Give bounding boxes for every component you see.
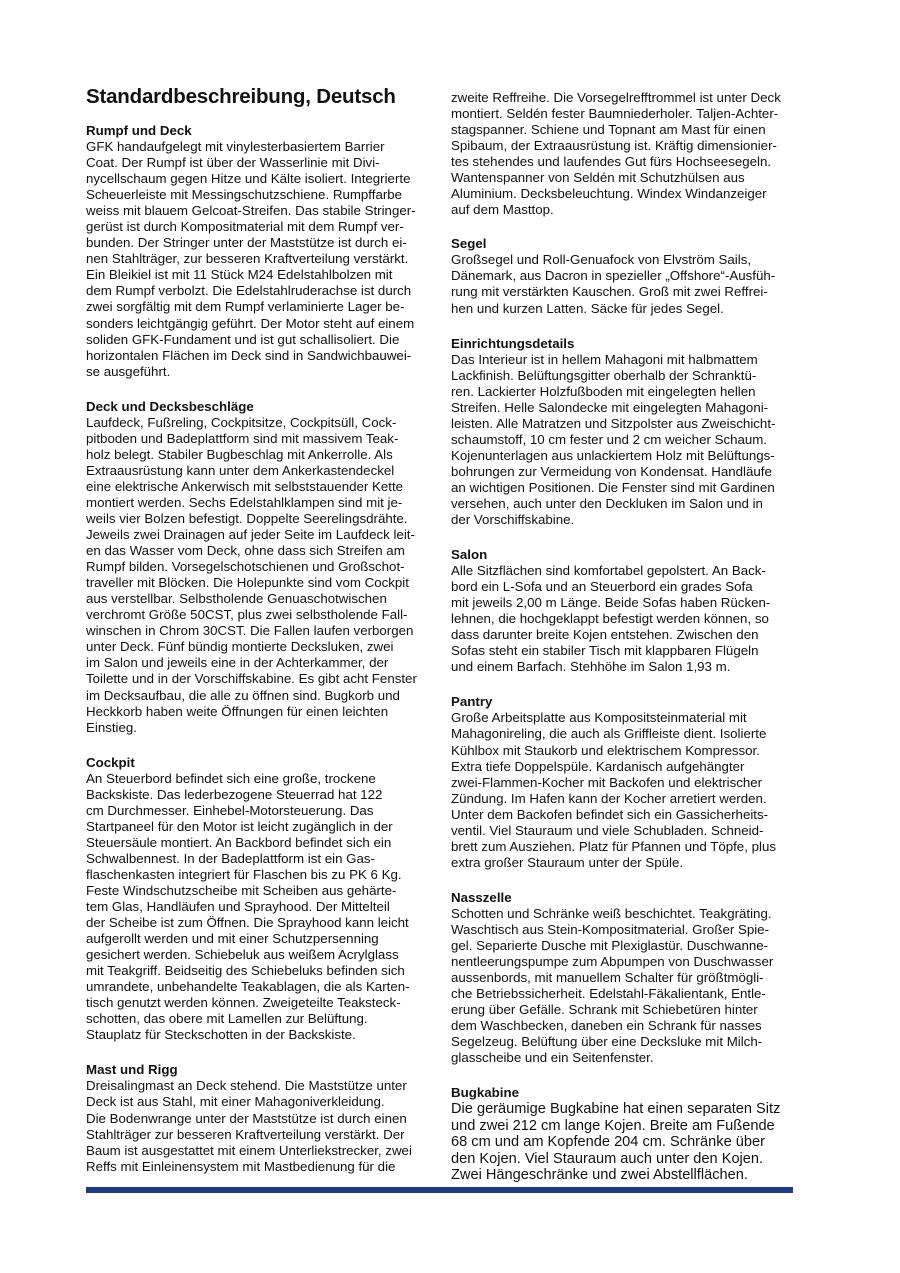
section-segel [451,236,803,316]
section-salon [451,547,803,675]
footer-divider [86,1187,793,1193]
section-heading: Einrichtungsdetails [451,335,575,351]
section-heading: Pantry [451,694,493,710]
section-heading: Rumpf und Deck [86,123,192,138]
section-einrichtungsdetails [451,336,803,529]
section-body: zweite Reffreihe. Die Vorsegelrefftrommel ist unter Deck montiert. Seldén fester Baumniederholer. Taljen-Achter- stagspanner. Schiene und Topnant am Mast für einen Spibaum, der Extraausrüstung ist. Kräftig dimensionier- tes stehendes und laufendes Gut fürs Hochseesegeln. Wantenspanner von Seldén mit Schutzhülsen aus Aluminium. Decksbeleuchtung. Windex Windanzeiger auf dem Masttop. [451,90,781,218]
section-heading: Deck und Decksbeschläge [86,398,254,414]
right-column [451,90,803,1202]
section-body: Großsegel und Roll-Genuafock von Elvström Sails, Dänemark, aus Dacron in spezieller „Offshore“-Ausfüh- rung mit verstärkten Kauschen. Groß mit zwei Reffrei- hen und kurzen Latten. Säcke für jedes Segel. [451,252,776,316]
section-heading: Mast und Rigg [86,1062,178,1078]
section-heading: Nasszelle [451,889,512,905]
page-title: Standardbeschreibung, Deutsch [86,85,396,108]
section-heading: Segel [451,236,487,252]
section-body: Schotten und Schränke weiß beschichtet. Teakgräting. Waschtisch aus Stein-Kompositmaterial. Großer Spie- gel. Separierte Dusche mit Plexiglastür. Duschwanne- nentleerungspumpe zum Abpumpen von Duschwasser aussenbords, mit manuellem Schalter für größtmögli- che Betriebssicherheit. Edelstahl-Fäkalientank, Entle- erung über Gefälle. Schrank mit Schiebetüren hinter dem Waschbecken, daneben ein Schrank für nasses Segelzeug. Belüftung über eine Decksluke mit Milch- glasscheibe und ein Seitenfenster. [451,905,774,1066]
section-body: GFK handaufgelegt mit vinylesterbasiertem Barrier Coat. Der Rumpf ist über der Wasserlinie mit Divi- nycellschaum gegen Hitze und Kälte isoliert. Integrierte Scheuerleiste mit Messingschutzschiene. Rumpffarbe weiss mit blauem Gelcoat-Streifen. Das stabile Stringer- gerüst ist durch Kompositmaterial mit dem Rumpf ver- bunden. Der Stringer unter der Maststütze ist durch ei- nen Stahlträger, zur besseren Kraftverteilung verstärkt. Ein Bleikiel ist mit 11 Stück M24 Edelstahlbolzen mit dem Rumpf verbolzt. Die Edelstahlruderachse ist durch zwei sorgfältig mit dem Rumpf verlaminierte Lager be- sonders leichtgängig geführt. Der Motor steht auf einem soliden GFK-Fundament und ist gut schallisoliert. Die horizontalen Flächen im Deck sind in Sandwichbauwei- se ausgeführt. [86,139,416,379]
section-heading: Salon [451,547,488,563]
section-body: Laufdeck, Fußreling, Cockpitsitze, Cockpitsüll, Cock- pitboden und Badeplattform sind mit massivem Teak- holz belegt. Stabiler Bugbeschlag mit Ankerrolle. Als Extraausrüstung kann unter dem Ankerkastendeckel eine elektrische Ankerwisch mit selbststauender Kette montiert werden. Sechs Edelstahlklampen sind mit je- weils vier Bolzen befestigt. Doppelte Seerelingsdrähte. Jeweils zwei Drainagen auf jeder Seite im Laufdeck leit- en das Wasser vom Deck, ohne dass sich Streifen am Rumpf bilden. Vorsegelschotschienen und Großschot- traveller mit Blöcken. Die Holepunkte sind vom Cockpit aus verstellbar. Selbstholende Genuaschotwischen verchromt Größe 50CST, plus zwei selbstholende Fall- winschen in Chrom 30CST. Die Fallen laufen verborgen unter Deck. Fünf bündig montierte Decksluken, zwei im Salon und jeweils eine in der Achterkammer, der Toilette und in der Vorschiffskabine. Es gibt acht Fenster im Decksaufbau, die alle zu öffnen sind. Bugkorb und Heckkorb haben weite Öffnungen für einen leichten Einstieg. [86,414,417,735]
section-body: Das Interieur ist in hellem Mahagoni mit halbmattem Lackfinish. Belüftungsgitter oberhalb der Schranktü- ren. Lackierter Holzfußboden mit eingelegten hellen Streifen. Helle Salondecke mit eingelegten Mahagoni- leisten. Alle Matratzen und Sitzpolster aus Zweischicht- schaumstoff, 10 cm fester und 2 cm weicher Schaum. Kojenunterlagen aus unlackiertem Holz mit Belüftungs- bohrungen zur Vermeidung von Kondensat. Handläufe an wichtigen Positionen. Die Fenster sind mit Gardinen versehen, auch unter den Deckluken im Salon und in der Vorschiffskabine. [451,351,776,528]
section-nasszelle [451,890,803,1066]
left-column [86,123,438,1194]
section-rumpf-und-deck [86,123,438,380]
section-mast-und-rigg [86,1062,438,1174]
section-cockpit [86,755,438,1044]
section-body: An Steuerbord befindet sich eine große, trockene Backskiste. Das lederbezogene Steuerrad hat 122 cm Durchmesser. Einhebel-Motorsteuerung. Das Startpaneel für den Motor ist leicht zugänglich in der Steuersäule montiert. An Backbord befindet sich ein Schwalbennest. In der Badeplattform ist ein Gas- flaschenkasten integriert für Flaschen bis zu PK 6 Kg. Feste Windschutzscheibe mit Scheiben aus gehärte- tem Glas, Handläufen und Sprayhood. Der Mittelteil der Scheibe ist zum Öffnen. Die Sprayhood kann leicht aufgerollt werden und mit einer Schutzpersenning gesichert werden. Schiebeluk aus weißem Acrylglass mit Teakgriff. Beidseitig des Schiebeluks befinden sich umrandete, unbehandelte Teakablagen, die als Karten- tisch genutzt werden können. Zweigeteilte Teaksteck- schotten, das obere mit Lamellen zur Belüftung. Stauplatz für Steckschotten in der Backskiste. [86,770,410,1043]
section-body: Große Arbeitsplatte aus Kompositsteinmaterial mit Mahagonireling, die auch als Griffleiste dient. Isolierte Kühlbox mit Staukorb und elektrischem Kompressor. Extra tiefe Doppelspüle. Kardanisch aufgehängter zwei-Flammen-Kocher mit Backofen und elektrischer Zündung. Im Hafen kann der Kocher arretiert werden. Unter dem Backofen befindet sich ein Gassicherheits- ventil. Viel Stauraum und viele Schubladen. Schneid- brett zum Ausziehen. Platz für Pfannen und Töpfe, plus extra großer Stauraum unter der Spüle. [451,710,776,870]
section-pantry [451,694,803,870]
section-body: Alle Sitzflächen sind komfortabel gepolstert. An Back- bord ein L-Sofa und an Steuerbord ein grades Sofa mit jeweils 2,00 m Länge. Beide Sofas haben Rücken- lehnen, die hochgeklappt befestigt werden können, so dass darunter breite Kojen entstehen. Zwischen den Sofas steht ein stabiler Tisch mit klappbaren Flügeln und einem Barfach. Stehhöhe im Salon 1,93 m. [451,563,771,675]
section-deck-und-decksbeschlaege [86,399,438,736]
section-heading: Bugkabine [451,1085,519,1101]
section-bugkabine [451,1085,803,1183]
section-mast-und-rigg-continued [451,90,803,218]
section-heading: Cockpit [86,754,135,770]
section-body: Dreisalingmast an Deck stehend. Die Maststütze unter Deck ist aus Stahl, mit einer Mahagoniverkleidung. Die Bodenwrange unter der Maststütze ist durch einen Stahlträger zur besseren Kraftverteilung verstärkt. Der Baum ist ausgestattet mit einem Unterliekstrecker, zwei Reffs mit Einleinensystem mit Mastbedienung für die [86,1078,412,1174]
section-body: Die geräumige Bugkabine hat einen separaten Sitz und zwei 212 cm lange Kojen. Breite am Fußende 68 cm und am Kopfende 204 cm. Schränke über den Kojen. Viel Stauraum auch unter den Kojen. Zwei Hängeschränke und zwei Abstellflächen. [451,1101,781,1183]
